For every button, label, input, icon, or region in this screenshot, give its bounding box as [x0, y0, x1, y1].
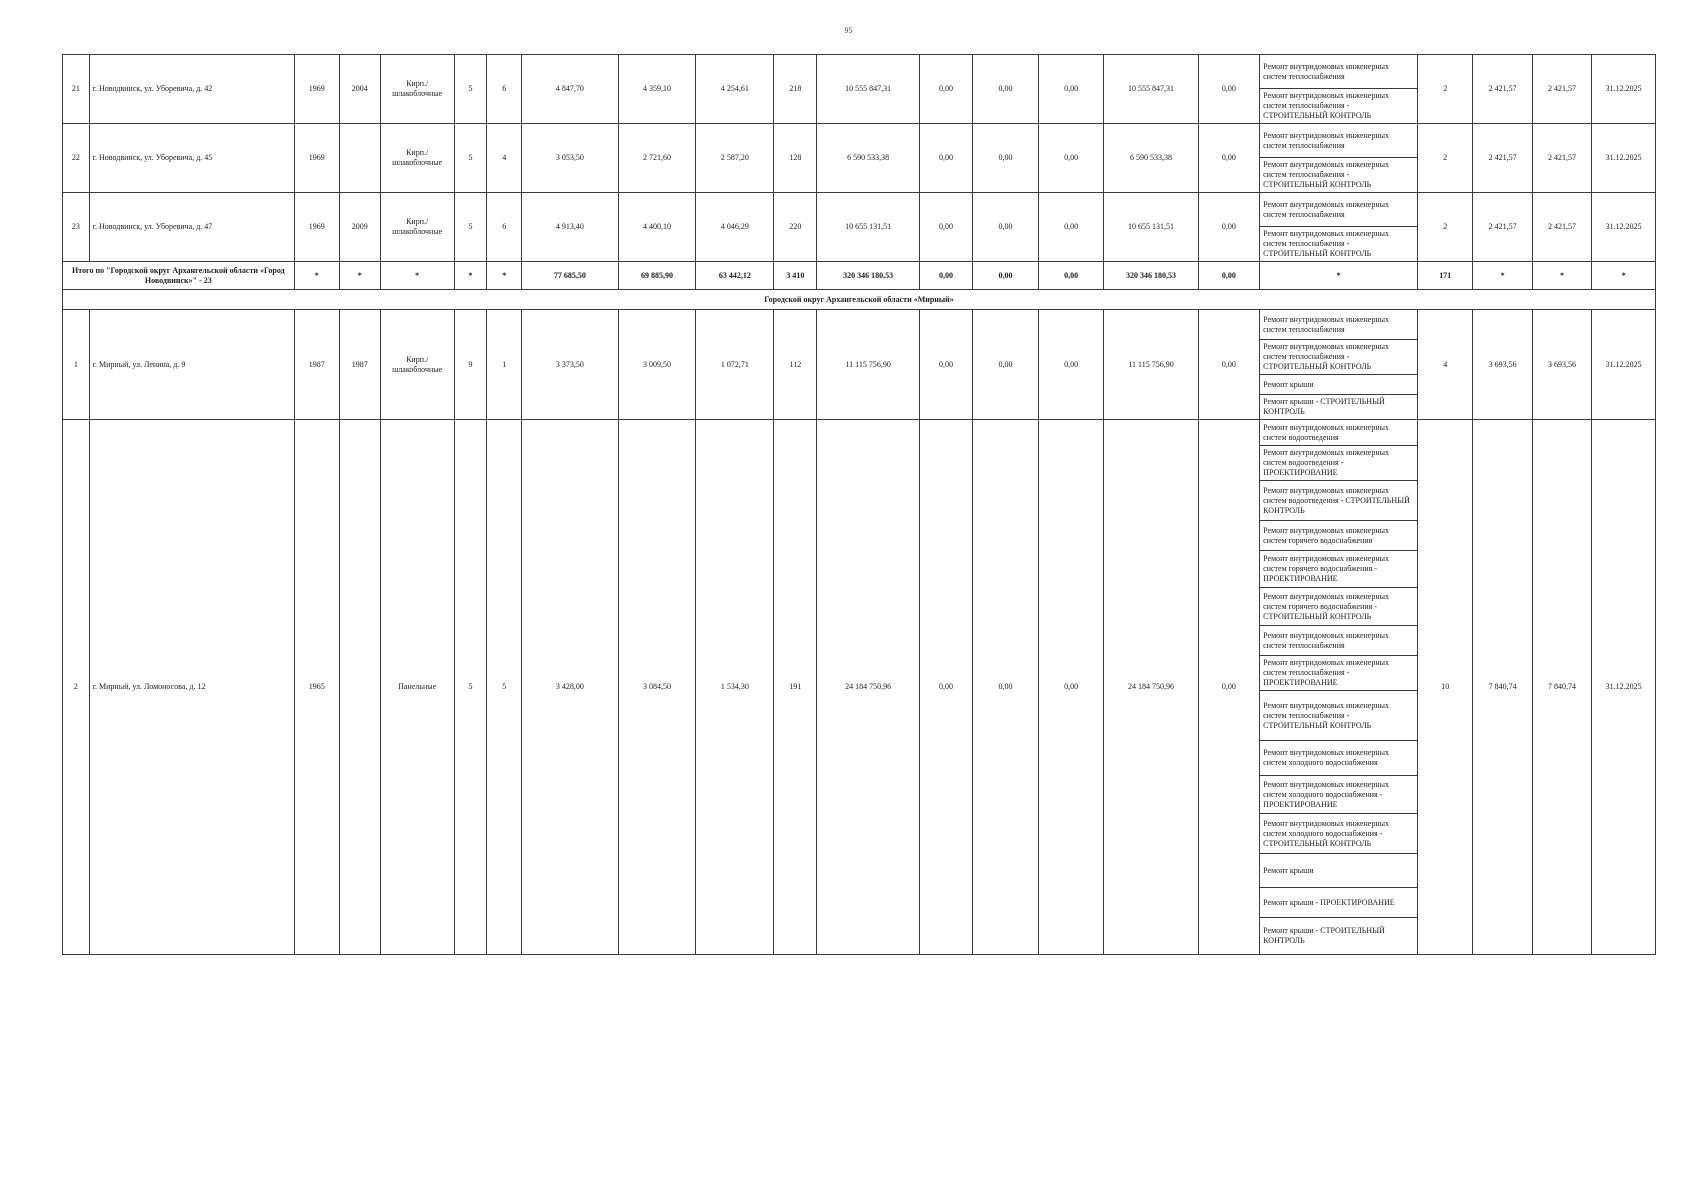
cell-work-type: Ремонт внутридомовых инженерных систем горячего водоснабжения - ПРОЕКТИРОВАНИЕ: [1260, 551, 1418, 588]
cell-area-total: 3 428,00: [522, 420, 618, 955]
cell-work-type: Ремонт внутридомовых инженерных систем холодного водоснабжения: [1260, 741, 1418, 776]
cell-year-overhaul: [339, 420, 380, 955]
section-title: Городской округ Архангельской области «Мирный»: [63, 290, 1656, 310]
cell-cost-total: 11 115 756,90: [817, 310, 920, 420]
table-row: [63, 124, 1656, 158]
cell-c2: 0,00: [973, 193, 1039, 262]
total-star: *: [1532, 262, 1591, 290]
cell-walls: Панельные: [380, 420, 454, 955]
cell-c4: 24 184 750,96: [1104, 420, 1198, 955]
total-star: *: [1592, 262, 1656, 290]
cell-n: 23: [63, 193, 90, 262]
section-row: [63, 290, 1656, 310]
cell-area-a: 3 009,50: [618, 310, 696, 420]
cell-c5: 0,00: [1198, 124, 1260, 193]
cell-area-a: 4 400,10: [618, 193, 696, 262]
cell-unit-cost-max: 7 840,74: [1532, 420, 1591, 955]
cell-count: 10: [1418, 420, 1473, 955]
cell-c5: 0,00: [1198, 310, 1260, 420]
cell-n: 2: [63, 420, 90, 955]
cell-unit-cost: 3 693,56: [1473, 310, 1532, 420]
total-area-total: 77 685,50: [522, 262, 618, 290]
cell-area-b: 4 254,61: [696, 55, 774, 124]
cell-deadline: 31.12.2025: [1592, 193, 1656, 262]
total-residents: 3 410: [774, 262, 817, 290]
cell-n: 1: [63, 310, 90, 420]
cell-c2: 0,00: [973, 310, 1039, 420]
total-star: *: [1260, 262, 1418, 290]
cell-cost-total: 24 184 750,96: [817, 420, 920, 955]
total-star: *: [380, 262, 454, 290]
cell-work-type: Ремонт внутридомовых инженерных систем теплоснабжения - СТРОИТЕЛЬНЫЙ КОНТРОЛЬ: [1260, 227, 1418, 262]
cell-c4: 11 115 756,90: [1104, 310, 1198, 420]
cell-work-type: Ремонт внутридомовых инженерных систем холодного водоснабжения - СТРОИТЕЛЬНЫЙ КОНТРОЛЬ: [1260, 814, 1418, 854]
cell-entrances: 5: [487, 420, 522, 955]
cell-address: г. Новодвинск, ул. Уборевича, д. 45: [89, 124, 294, 193]
cell-c3: 0,00: [1038, 310, 1104, 420]
cell-work-type: Ремонт крыши: [1260, 854, 1418, 888]
cell-unit-cost-max: 2 421,57: [1532, 55, 1591, 124]
cell-walls: Кирп./ шлакоблочные: [380, 310, 454, 420]
cell-entrances: 1: [487, 310, 522, 420]
cell-area-total: 4 847,70: [522, 55, 618, 124]
cell-n: 22: [63, 124, 90, 193]
total-c2: 0,00: [973, 262, 1039, 290]
cell-n: 21: [63, 55, 90, 124]
cell-area-total: 3 053,50: [522, 124, 618, 193]
cell-c5: 0,00: [1198, 193, 1260, 262]
cell-work-type: Ремонт внутридомовых инженерных систем холодного водоснабжения - ПРОЕКТИРОВАНИЕ: [1260, 776, 1418, 814]
cell-c1: 0,00: [919, 310, 972, 420]
cell-unit-cost-max: 3 693,56: [1532, 310, 1591, 420]
capital-repair-table: [62, 54, 1656, 955]
cell-c1: 0,00: [919, 55, 972, 124]
total-row: [63, 262, 1656, 290]
cell-work-type: Ремонт внутридомовых инженерных систем теплоснабжения: [1260, 310, 1418, 340]
cell-year-built: 1969: [294, 124, 339, 193]
cell-area-a: 3 084,50: [618, 420, 696, 955]
cell-entrances: 4: [487, 124, 522, 193]
total-star: *: [454, 262, 487, 290]
cell-work-type: Ремонт внутридомовых инженерных систем водоотведения - СТРОИТЕЛЬНЫЙ КОНТРОЛЬ: [1260, 481, 1418, 521]
cell-c1: 0,00: [919, 124, 972, 193]
cell-work-type: Ремонт внутридомовых инженерных систем водоотведения: [1260, 420, 1418, 446]
cell-area-b: 1 072,71: [696, 310, 774, 420]
cell-work-type: Ремонт внутридомовых инженерных систем теплоснабжения: [1260, 124, 1418, 158]
cell-deadline: 31.12.2025: [1592, 310, 1656, 420]
cell-cost-total: 10 655 131,51: [817, 193, 920, 262]
cell-area-total: 4 913,40: [522, 193, 618, 262]
cell-count: 4: [1418, 310, 1473, 420]
cell-c3: 0,00: [1038, 124, 1104, 193]
cell-walls: Кирп./ шлакоблочные: [380, 55, 454, 124]
cell-area-a: 2 721,60: [618, 124, 696, 193]
total-c4: 320 346 180,53: [1104, 262, 1198, 290]
cell-floors: 9: [454, 310, 487, 420]
cell-year-overhaul: 1987: [339, 310, 380, 420]
cell-year-overhaul: 2009: [339, 193, 380, 262]
cell-floors: 5: [454, 124, 487, 193]
cell-address: г. Мирный, ул. Ломоносова, д. 12: [89, 420, 294, 955]
cell-area-b: 2 587,20: [696, 124, 774, 193]
cell-work-type: Ремонт внутридомовых инженерных систем горячего водоснабжения - СТРОИТЕЛЬНЫЙ КОНТРОЛЬ: [1260, 588, 1418, 626]
cell-c1: 0,00: [919, 193, 972, 262]
cell-c5: 0,00: [1198, 420, 1260, 955]
total-count: 171: [1418, 262, 1473, 290]
cell-c3: 0,00: [1038, 55, 1104, 124]
cell-count: 2: [1418, 55, 1473, 124]
cell-work-type: Ремонт крыши - СТРОИТЕЛЬНЫЙ КОНТРОЛЬ: [1260, 918, 1418, 955]
cell-c2: 0,00: [973, 124, 1039, 193]
cell-entrances: 6: [487, 55, 522, 124]
cell-year-overhaul: [339, 124, 380, 193]
cell-work-type: Ремонт внутридомовых инженерных систем горячего водоснабжения: [1260, 521, 1418, 551]
cell-work-type: Ремонт крыши: [1260, 375, 1418, 395]
cell-work-type: Ремонт внутридомовых инженерных систем теплоснабжения - СТРОИТЕЛЬНЫЙ КОНТРОЛЬ: [1260, 340, 1418, 375]
cell-count: 2: [1418, 124, 1473, 193]
page-number: 95: [844, 26, 853, 35]
total-star: *: [487, 262, 522, 290]
cell-area-b: 1 534,30: [696, 420, 774, 955]
cell-year-built: 1965: [294, 420, 339, 955]
total-c5: 0,00: [1198, 262, 1260, 290]
total-area-a: 69 885,90: [618, 262, 696, 290]
cell-c4: 10 555 847,31: [1104, 55, 1198, 124]
cell-walls: Кирп./ шлакоблочные: [380, 124, 454, 193]
table-row: [63, 55, 1656, 89]
cell-work-type: Ремонт внутридомовых инженерных систем водоотведения - ПРОЕКТИРОВАНИЕ: [1260, 446, 1418, 481]
cell-cost-total: 10 555 847,31: [817, 55, 920, 124]
cell-residents: 112: [774, 310, 817, 420]
table-row: [63, 310, 1656, 340]
cell-area-a: 4 359,10: [618, 55, 696, 124]
cell-cost-total: 6 590 533,38: [817, 124, 920, 193]
cell-count: 2: [1418, 193, 1473, 262]
cell-address: г. Новодвинск, ул. Уборевича, д. 47: [89, 193, 294, 262]
cell-residents: 218: [774, 55, 817, 124]
cell-c2: 0,00: [973, 420, 1039, 955]
cell-walls: Кирп./ шлакоблочные: [380, 193, 454, 262]
cell-address: г. Новодвинск, ул. Уборевича, д. 42: [89, 55, 294, 124]
cell-unit-cost-max: 2 421,57: [1532, 193, 1591, 262]
cell-unit-cost: 2 421,57: [1473, 193, 1532, 262]
cell-c5: 0,00: [1198, 55, 1260, 124]
cell-unit-cost: 2 421,57: [1473, 124, 1532, 193]
cell-work-type: Ремонт внутридомовых инженерных систем теплоснабжения: [1260, 55, 1418, 89]
cell-floors: 5: [454, 420, 487, 955]
cell-year-built: 1969: [294, 193, 339, 262]
cell-area-b: 4 046,29: [696, 193, 774, 262]
cell-work-type: Ремонт крыши - СТРОИТЕЛЬНЫЙ КОНТРОЛЬ: [1260, 395, 1418, 420]
cell-residents: 128: [774, 124, 817, 193]
cell-work-type: Ремонт внутридомовых инженерных систем теплоснабжения - СТРОИТЕЛЬНЫЙ КОНТРОЛЬ: [1260, 691, 1418, 741]
total-c3: 0,00: [1038, 262, 1104, 290]
cell-work-type: Ремонт крыши - ПРОЕКТИРОВАНИЕ: [1260, 888, 1418, 918]
cell-deadline: 31.12.2025: [1592, 55, 1656, 124]
cell-floors: 5: [454, 193, 487, 262]
cell-year-built: 1987: [294, 310, 339, 420]
cell-c2: 0,00: [973, 55, 1039, 124]
cell-c4: 10 655 131,51: [1104, 193, 1198, 262]
cell-c3: 0,00: [1038, 193, 1104, 262]
cell-unit-cost: 2 421,57: [1473, 55, 1532, 124]
cell-deadline: 31.12.2025: [1592, 124, 1656, 193]
cell-entrances: 6: [487, 193, 522, 262]
total-label: Итого по "Городской округ Архангельской области «Город Новодвинск»" - 23: [63, 262, 295, 290]
cell-area-total: 3 373,50: [522, 310, 618, 420]
cell-work-type: Ремонт внутридомовых инженерных систем теплоснабжения - СТРОИТЕЛЬНЫЙ КОНТРОЛЬ: [1260, 89, 1418, 124]
cell-unit-cost-max: 2 421,57: [1532, 124, 1591, 193]
cell-residents: 220: [774, 193, 817, 262]
cell-work-type: Ремонт внутридомовых инженерных систем теплоснабжения: [1260, 626, 1418, 656]
total-area-b: 63 442,12: [696, 262, 774, 290]
cell-residents: 191: [774, 420, 817, 955]
cell-work-type: Ремонт внутридомовых инженерных систем теплоснабжения - ПРОЕКТИРОВАНИЕ: [1260, 656, 1418, 691]
cell-address: г. Мирный, ул. Ленина, д. 9: [89, 310, 294, 420]
total-star: *: [339, 262, 380, 290]
table-row: [63, 193, 1656, 227]
cell-c4: 6 590 533,38: [1104, 124, 1198, 193]
cell-year-built: 1969: [294, 55, 339, 124]
table-row: [63, 420, 1656, 446]
total-cost-total: 320 346 180,53: [817, 262, 920, 290]
cell-unit-cost: 7 840,74: [1473, 420, 1532, 955]
cell-year-overhaul: 2004: [339, 55, 380, 124]
cell-work-type: Ремонт внутридомовых инженерных систем теплоснабжения: [1260, 193, 1418, 227]
total-star: *: [1473, 262, 1532, 290]
cell-work-type: Ремонт внутридомовых инженерных систем теплоснабжения - СТРОИТЕЛЬНЫЙ КОНТРОЛЬ: [1260, 158, 1418, 193]
cell-floors: 5: [454, 55, 487, 124]
cell-c1: 0,00: [919, 420, 972, 955]
cell-deadline: 31.12.2025: [1592, 420, 1656, 955]
total-c1: 0,00: [919, 262, 972, 290]
total-star: *: [294, 262, 339, 290]
cell-c3: 0,00: [1038, 420, 1104, 955]
